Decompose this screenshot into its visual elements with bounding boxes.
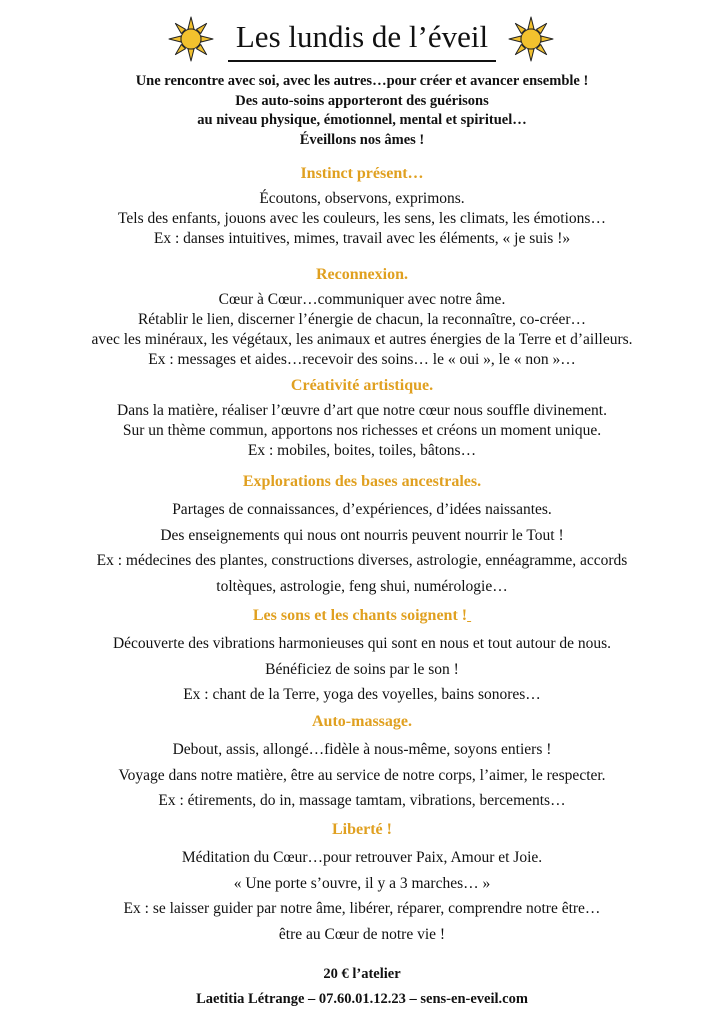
section-line: Ex : se laisser guider par notre âme, libérer, réparer, comprendre notre être… [123, 900, 601, 917]
section-line: Voyage dans notre matière, être au service de notre corps, l’aimer, le respecter. [118, 766, 606, 784]
section-line: Ex : médecines des plantes, constructions diverses, astrologie, ennéagramme, accords [96, 552, 628, 569]
section-line: Ex : étirements, do in, massage tamtam, vibrations, bercements… [158, 792, 566, 809]
section-line: Cœur à Cœur…communiquer avec notre âme. [218, 291, 506, 308]
sun-icon [508, 16, 554, 62]
section-line: Sur un thème commun, apportons nos richesses et créons un moment unique. [122, 422, 602, 439]
header [0, 14, 724, 66]
section-auto-massage [0, 712, 724, 814]
section-heading: Instinct présent… [300, 165, 424, 182]
section-line: toltèques, astrologie, feng shui, numérologie… [216, 577, 508, 595]
section-line: Rétablir le lien, discerner l’énergie de chacun, la reconnaître, co-créer… [137, 311, 587, 328]
section-heading: Créativité artistique. [290, 377, 434, 394]
intro-line: Une rencontre avec soi, avec les autres…pour créer et avancer ensemble ! [135, 73, 589, 89]
section-line: Ex : danses intuitives, mimes, travail avec les éléments, « je suis !» [153, 230, 571, 247]
intro-line: Éveillons nos âmes ! [299, 131, 425, 148]
footer [0, 962, 724, 1012]
section-line: Des enseignements qui nous ont nourris peuvent nourrir le Tout ! [160, 526, 564, 544]
contact-text: Laetitia Létrange – 07.60.01.12.23 – sens-en-eveil.com [196, 991, 528, 1007]
section-liberte [0, 820, 724, 947]
section-line: Debout, assis, allongé…fidèle à nous-même, soyons entiers ! [172, 741, 552, 758]
section-reconnexion [0, 265, 724, 370]
section-line: Ex : mobiles, boites, toiles, bâtons… [247, 442, 477, 459]
section-line: Méditation du Cœur…pour retrouver Paix, Amour et Joie. [181, 849, 543, 866]
section-line: Dans la matière, réaliser l’œuvre d’art que notre cœur nous souffle divinement. [117, 402, 607, 419]
section-sons [0, 606, 724, 708]
section-line: Ex : messages et aides…recevoir des soins… le « oui », le « non »… [148, 351, 576, 368]
section-line: Partages de connaissances, d’expériences, d’idées naissantes. [172, 501, 552, 518]
section-instinct [0, 164, 724, 249]
section-creativite [0, 376, 724, 461]
section-line: « Une porte s’ouvre, il y a 3 marches… » [233, 874, 491, 892]
section-heading: Liberté ! [332, 821, 392, 838]
section-line: Bénéficiez de soins par le son ! [265, 660, 459, 678]
intro-line: au niveau physique, émotionnel, mental et spirituel… [197, 112, 527, 128]
underline-mark [467, 607, 471, 624]
section-line: être au Cœur de notre vie ! [278, 925, 446, 943]
section-line: Découverte des vibrations harmonieuses qui sont en nous et tout autour de nous. [112, 635, 612, 652]
title-underline [228, 60, 496, 62]
section-line: Écoutons, observons, exprimons. [259, 190, 465, 207]
section-heading-text: Les sons et les chants soignent ! [252, 607, 468, 624]
section-heading: Explorations des bases ancestrales. [242, 473, 482, 490]
section-line: Ex : chant de la Terre, yoga des voyelles, bains sonores… [183, 686, 541, 703]
section-heading: Reconnexion. [316, 266, 408, 283]
section-heading [0, 606, 724, 626]
section-explorations [0, 472, 724, 599]
intro [0, 72, 724, 150]
page-title: Les lundis de l’éveil [235, 19, 489, 54]
section-line: avec les minéraux, les végétaux, les animaux et autres énergies de la Terre et d’ailleurs. [91, 331, 633, 348]
intro-line: Des auto-soins apporteront des guérisons [235, 92, 489, 109]
price-text: 20 € l’atelier [323, 966, 401, 982]
section-heading: Auto-massage. [312, 713, 412, 730]
section-line: Tels des enfants, jouons avec les couleurs, les sens, les climats, les émotions… [118, 210, 606, 227]
